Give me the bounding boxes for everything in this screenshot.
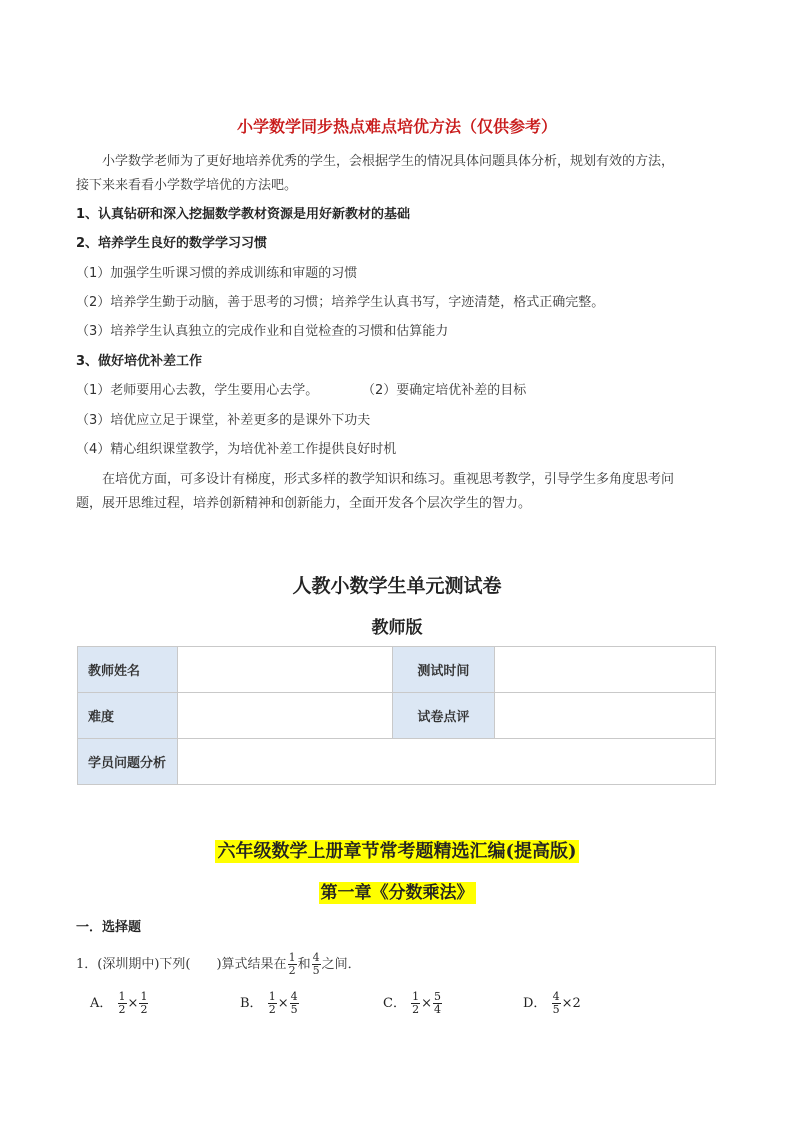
teacher-name-field[interactable] <box>177 647 392 693</box>
fraction: $\frac{1}{2}$ <box>118 990 126 1016</box>
intro-line-1: 小学数学老师为了更好地培养优秀的学生，会根据学生的情况具体问题具体分析，规划有效的方法， <box>102 154 675 169</box>
heading-3-item: （4）精心组织课堂教学，为培优补差工作提供良好时机 <box>76 442 397 457</box>
teacher-info-table <box>77 646 716 785</box>
question-1: 1．(深圳期中)下列( )算式结果在 $\frac{1}{2}$ 和 $\frac{4}{5}$ 之间． <box>76 951 361 977</box>
intro-paragraph <box>76 150 720 198</box>
heading-3-item: （2）要确定培优补差的目标 <box>362 383 527 398</box>
fraction: $\frac{1}{2}$ <box>140 990 148 1016</box>
section-title-wrap <box>0 837 794 863</box>
option-a[interactable]: A． $\frac{1}{2}$ × $\frac{1}{2}$ <box>90 990 148 1016</box>
teacher-name-label: 教师姓名 <box>78 647 178 693</box>
review-label: 试卷点评 <box>392 693 495 739</box>
heading-3-item: （3）培优应立足于课堂，补差更多的是课外下功夫 <box>76 413 371 428</box>
heading-1: 1、认真钻研和深入挖掘数学教材资源是用好新教材的基础 <box>76 207 411 222</box>
heading-2: 2、培养学生良好的数学学习习惯 <box>76 236 268 251</box>
question-1-suffix: 之间． <box>321 957 361 972</box>
section-title: 六年级数学上册章节常考题精选汇编(提高版) <box>217 841 577 862</box>
chapter-title-wrap <box>0 878 794 903</box>
intro-line-2: 接下来来看看小学数学培优的方法吧。 <box>76 178 298 193</box>
option-b[interactable]: B． $\frac{1}{2}$ × $\frac{4}{5}$ <box>240 990 298 1016</box>
analysis-field[interactable] <box>177 739 715 785</box>
exam-subtitle: 教师版 <box>371 618 423 638</box>
heading-2-item: （3）培养学生认真独立的完成作业和自觉检查的习惯和估算能力 <box>76 324 449 339</box>
difficulty-label: 难度 <box>78 693 178 739</box>
option-c[interactable]: C． $\frac{1}{2}$ × $\frac{5}{4}$ <box>383 990 441 1016</box>
chapter-title: 第一章《分数乘法》 <box>320 883 474 903</box>
closing-line-1: 在培优方面，可多设计有梯度，形式多样的教学知识和练习。重视思考教学，引导学生多角度思考问 <box>102 472 675 487</box>
fraction: $\frac{4}{5}$ <box>290 990 298 1016</box>
table-row <box>78 693 716 739</box>
tip-title: 小学数学同步热点难点培优方法（仅供参考） <box>236 117 557 136</box>
fraction: $\frac{1}{2}$ <box>412 990 420 1016</box>
heading-3-item: （1）老师要用心去教，学生要用心去学。 <box>76 383 319 398</box>
fraction: $\frac{4}{5}$ <box>552 990 560 1016</box>
difficulty-field[interactable] <box>177 693 392 739</box>
test-time-label: 测试时间 <box>392 647 495 693</box>
part-heading: 一．选择题 <box>76 920 142 935</box>
fraction: $\frac{4}{5}$ <box>312 951 320 977</box>
review-field[interactable] <box>495 693 716 739</box>
table-row <box>78 647 716 693</box>
closing-line-2: 题，展开思维过程，培养创新精神和创新能力，全面开发各个层次学生的智力。 <box>76 496 532 511</box>
question-1-prefix: 1．(深圳期中)下列( )算式结果在 <box>76 957 287 972</box>
analysis-label: 学员问题分析 <box>78 739 178 785</box>
option-d[interactable]: D． $\frac{4}{5}$ ×2 <box>523 990 581 1016</box>
heading-2-item: （1）加强学生听课习惯的养成训练和审题的习惯 <box>76 266 358 281</box>
table-row <box>78 739 716 785</box>
heading-3: 3、做好培优补差工作 <box>76 354 203 369</box>
exam-title: 人教小数学生单元测试卷 <box>292 575 502 597</box>
closing-paragraph <box>76 468 720 516</box>
test-time-field[interactable] <box>495 647 716 693</box>
fraction: $\frac{1}{2}$ <box>288 951 296 977</box>
fraction: $\frac{1}{2}$ <box>268 990 276 1016</box>
heading-2-item: （2）培养学生勤于动脑，善于思考的习惯；培养学生认真书写，字迹清楚，格式正确完整。 <box>76 295 605 310</box>
fraction: $\frac{5}{4}$ <box>434 990 441 1016</box>
